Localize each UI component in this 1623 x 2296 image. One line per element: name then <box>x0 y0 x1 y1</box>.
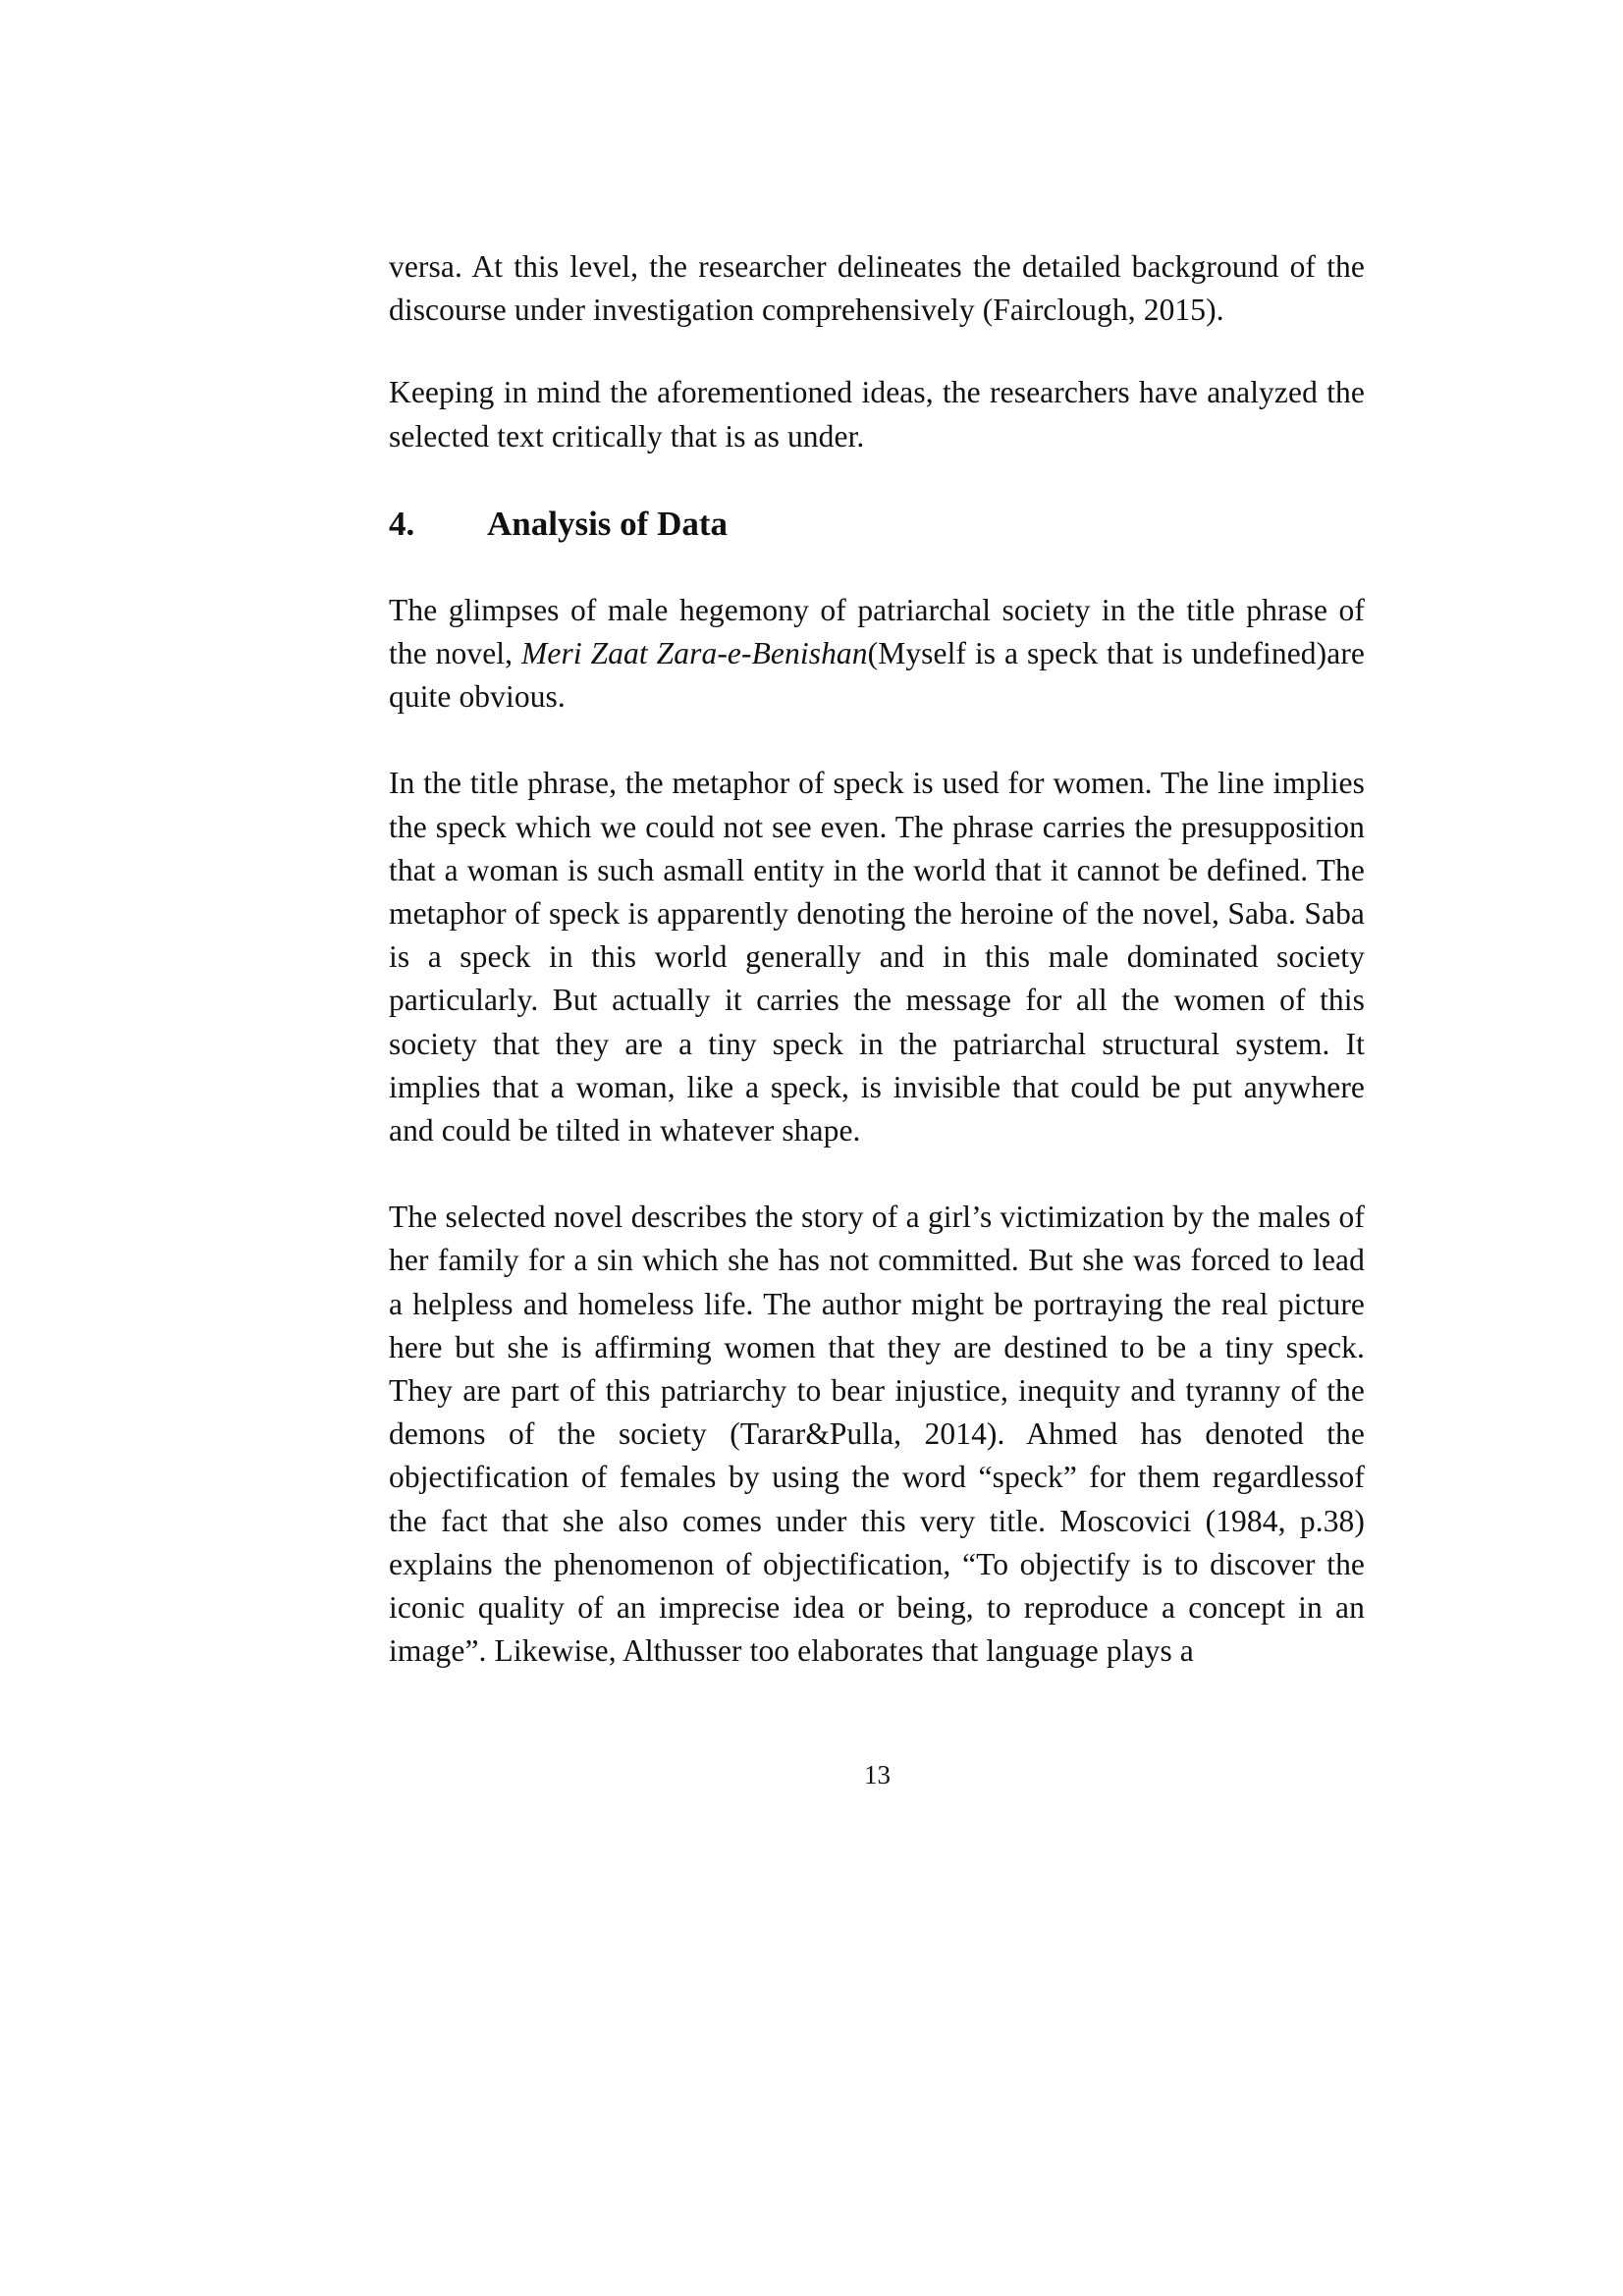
novel-title: Meri Zaat Zara-e-Benishan <box>521 636 868 671</box>
paragraph-novel-story: The selected novel describes the story of a girl’s victimization by the males of her family for a sin which she has not committed. But she was forced to lead a helpless and homeless life. The author might be portraying the real picture here but she is affirming women that they are destined to be a tiny speck. They are part of this patriarchy to bear injustice, inequity and tyranny of the demons of the society (Tarar&Pulla, 2014). Ahmed has denoted the objectification of females by using the word “speck” for them regardlessof the fact that she also comes under this very title. Moscovici (1984, p.38) explains the phenomenon of objectification, “To objectify is to discover the iconic quality of an imprecise idea or being, to reproduce a concept in an image”. Likewise, Althusser too elaborates that language plays a <box>389 1200 1365 1669</box>
page-number: 13 <box>864 1760 891 1789</box>
section-heading <box>389 503 1365 546</box>
paragraph-metaphor: In the title phrase, the metaphor of speck is used for women. The line implies the speck which we could not see even. The phrase carries the presupposition that a woman is such asmall entity in the world that it cannot be defined. The metaphor of speck is apparently denoting the heroine of the novel, Saba. Saba is a speck in this world generally and in this male dominated society particularly. But actually it carries the message for all the women of this society that they are a tiny speck in the patriarchal structural system. It implies that a woman, like a speck, is invisible that could be put anywhere and could be tilted in whatever shape. <box>389 766 1365 1148</box>
paragraph-transition: Keeping in mind the aforementioned ideas, the researchers have analyzed the selected text critically that is as under. <box>389 375 1365 454</box>
page-content <box>389 245 1365 1673</box>
paragraph-text: (Myself is a speck that is undefined)are quite obvious. <box>389 636 1365 715</box>
section-number: 4. <box>389 504 415 543</box>
section-title: Analysis of Data <box>487 504 729 543</box>
paragraph-text: The glimpses of male hegemony of patriarchal society in the title phrase of the novel, <box>389 592 1365 671</box>
paragraph-continued: versa. At this level, the researcher delineates the detailed background of the discourse under investigation comprehensively (Fairclough, 2015). <box>389 249 1365 328</box>
paragraph-title-phrase <box>389 589 1365 720</box>
